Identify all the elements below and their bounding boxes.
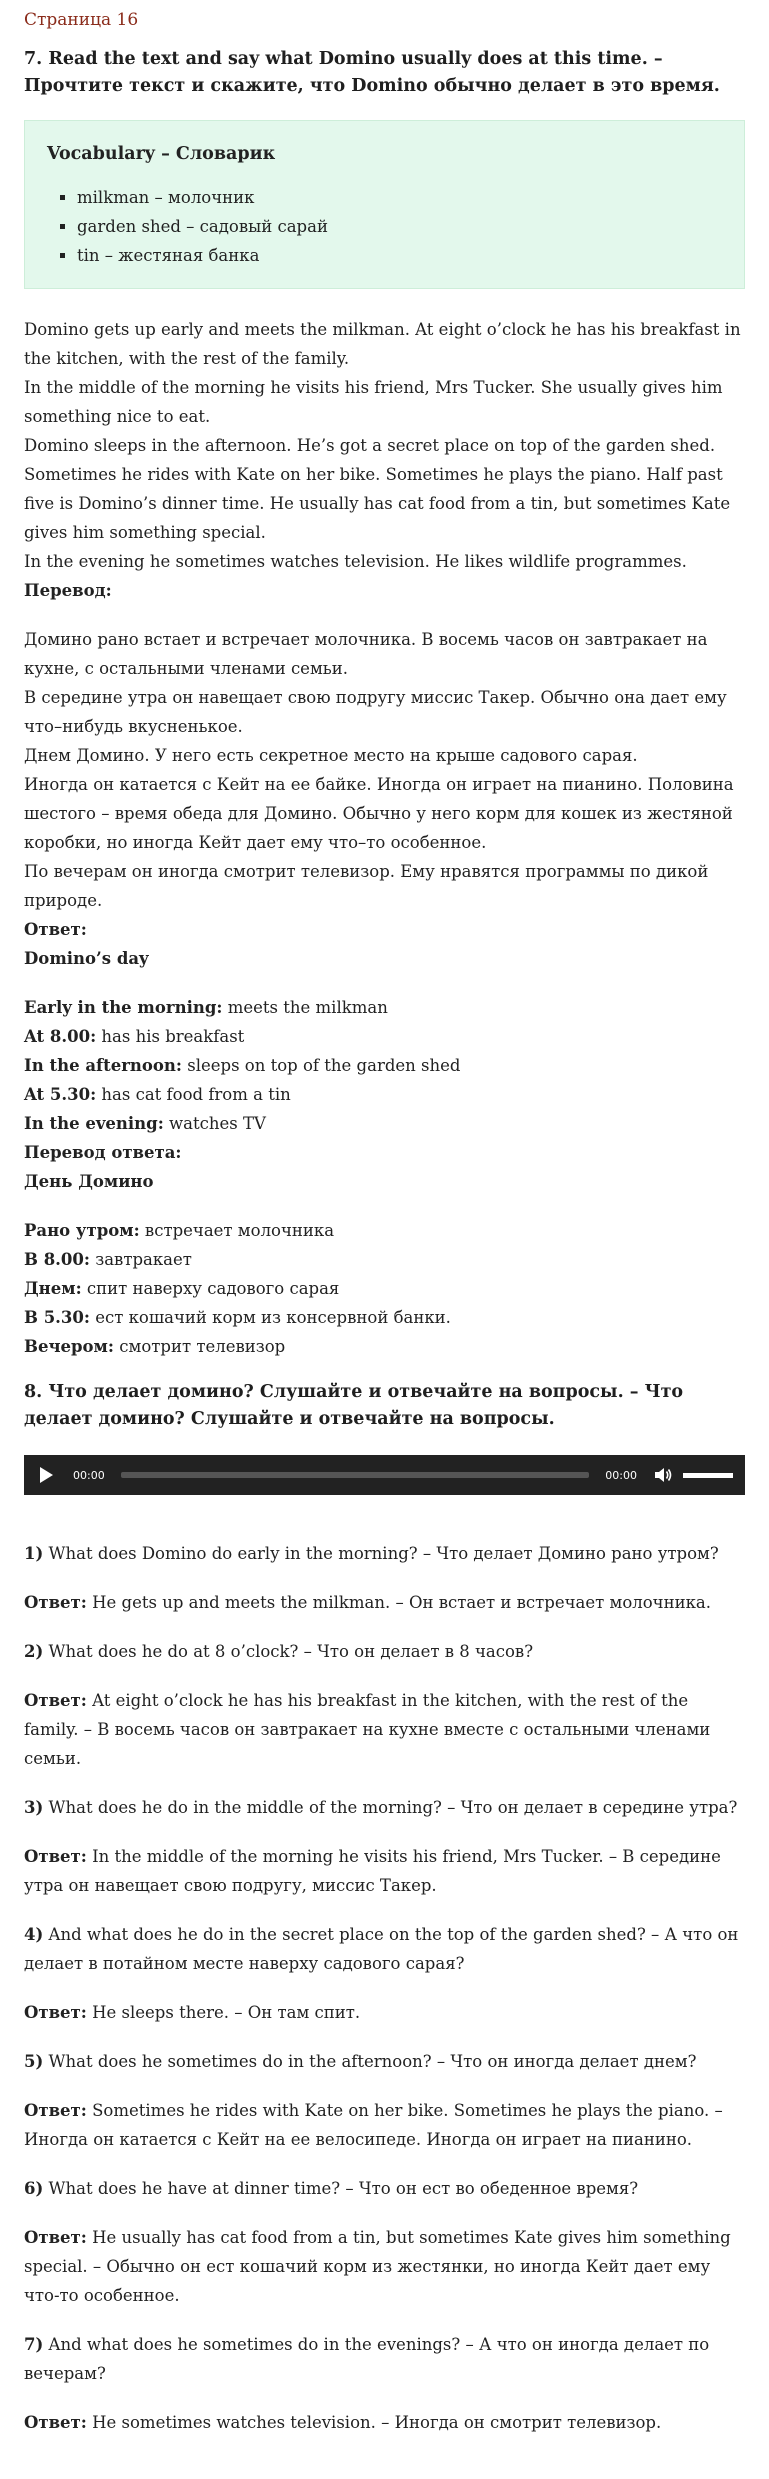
answer-text: He usually has cat food from a tin, but sometimes Kate gives him something special. – Обычно он ест кошачий корм из жестянки, но иногда Кейт дает ему что-то особенное.	[24, 2228, 731, 2305]
answer-text: In the middle of the morning he visits his friend, Mrs Tucker. – В середине утра он навещает свою подругу, миссис Такер.	[24, 1847, 721, 1895]
answer-row-text: has cat food from a tin	[96, 1085, 291, 1104]
translation-label: Перевод:	[24, 581, 112, 600]
answer	[24, 2096, 745, 2154]
answer	[24, 1686, 745, 1773]
question	[24, 2047, 745, 2076]
questions-answers	[24, 1539, 745, 2437]
answer-row-label: Вечером:	[24, 1337, 114, 1356]
answer-row-text: meets the milkman	[222, 998, 388, 1017]
question-number: 5)	[24, 2052, 44, 2071]
answer-row	[24, 1022, 745, 1051]
answer-row	[24, 1109, 745, 1138]
vocabulary-title: Vocabulary – Словарик	[47, 144, 276, 164]
answer-row-label: At 8.00:	[24, 1027, 97, 1046]
question-text: And what does he do in the secret place on the top of the garden shed? – А что он делает в потайном месте наверху садового сарая?	[24, 1925, 739, 1973]
answer-row-label: Early in the morning:	[24, 998, 223, 1017]
answer-row-text: смотрит телевизор	[114, 1337, 286, 1356]
vocabulary-item: ▪ milkman – молочник	[77, 183, 722, 212]
answer-row-text: встречает молочника	[139, 1221, 335, 1240]
answer-row	[24, 1303, 745, 1332]
answer-row-label: Днем:	[24, 1279, 82, 1298]
answer-row-label: В 5.30:	[24, 1308, 90, 1327]
answer-row-text: спит наверху садового сарая	[81, 1279, 340, 1298]
answer-text: Sometimes he rides with Kate on her bike. Sometimes he plays the piano. – Иногда он катается с Кейт на ее велосипеде. Иногда он играет на пианино.	[24, 2101, 723, 2149]
volume-slider[interactable]	[683, 1473, 733, 1478]
answer-row-label: Рано утром:	[24, 1221, 140, 1240]
answer-list	[24, 993, 745, 1138]
answer-ru-title: День Домино	[24, 1172, 154, 1191]
answer-text: He gets up and meets the milkman. – Он встает и встречает молочника.	[86, 1593, 711, 1612]
answer-row-text: has his breakfast	[96, 1027, 245, 1046]
vocabulary-item: ▪ tin – жестяная банка	[77, 241, 722, 270]
answer-label: Ответ:	[24, 1593, 87, 1612]
question	[24, 1637, 745, 1666]
question-text: What does he have at dinner time? – Что он ест во обеденное время?	[43, 2179, 639, 2198]
answer-row	[24, 1080, 745, 1109]
question-number: 3)	[24, 1798, 44, 1817]
question-text: What does Domino do early in the morning? – Что делает Домино рано утром?	[43, 1544, 719, 1563]
answer	[24, 1588, 745, 1617]
answer-row-text: ест кошачий корм из консервной банки.	[89, 1308, 451, 1327]
qa-item	[24, 2330, 745, 2437]
text-paragraph: Днем Домино. У него есть секретное место на крыше садового сарая.	[24, 746, 638, 765]
question-number: 4)	[24, 1925, 44, 1944]
question-number: 6)	[24, 2179, 44, 2198]
qa-item	[24, 1793, 745, 1900]
text-paragraph: Domino gets up early and meets the milkman. At eight o’clock he has his breakfast in the kitchen, with the rest of the family.	[24, 320, 741, 368]
answer-row-label: В 8.00:	[24, 1250, 90, 1269]
qa-item	[24, 1637, 745, 1773]
answer-row-label: At 5.30:	[24, 1085, 97, 1104]
answer-row	[24, 1274, 745, 1303]
english-text	[24, 315, 745, 576]
vocabulary-list	[47, 183, 722, 270]
question	[24, 1920, 745, 1978]
answer-row	[24, 1332, 745, 1361]
answer-text: He sometimes watches television. – Иногда он смотрит телевизор.	[86, 2413, 662, 2432]
question-text: What does he do at 8 o’clock? – Что он делает в 8 часов?	[43, 1642, 534, 1661]
qa-item	[24, 1539, 745, 1617]
task-7-heading: 7. Read the text and say what Domino usually does at this time. – Прочтите текст и скажите, что Domino обычно делает в это время.	[24, 49, 720, 96]
answer-row-text: watches TV	[163, 1114, 266, 1133]
progress-track[interactable]	[121, 1472, 590, 1478]
current-time: 00:00	[73, 1468, 105, 1482]
answer-label: Ответ:	[24, 1691, 87, 1710]
answer-row-label: In the evening:	[24, 1114, 164, 1133]
question	[24, 1793, 745, 1822]
volume-icon-svg	[653, 1466, 673, 1484]
answer-label: Ответ:	[24, 2228, 87, 2247]
volume-icon[interactable]	[653, 1466, 673, 1484]
vocabulary-item: ▪ garden shed – садовый сарай	[77, 212, 722, 241]
answer-row	[24, 1245, 745, 1274]
answer-translation-label: Перевод ответа:	[24, 1143, 182, 1162]
question-number: 1)	[24, 1544, 44, 1563]
answer-title: Domino’s day	[24, 949, 149, 968]
page-number-link[interactable]: Страница 16	[24, 10, 139, 30]
answer-row	[24, 1051, 745, 1080]
content	[24, 0, 745, 2437]
question-text: What does he do in the middle of the morning? – Что он делает в середине утра?	[43, 1798, 738, 1817]
question	[24, 2174, 745, 2203]
question-number: 7)	[24, 2335, 44, 2354]
question-text: What does he sometimes do in the afternoon? – Что он иногда делает днем?	[43, 2052, 697, 2071]
answer-text: At eight o’clock he has his breakfast in the kitchen, with the rest of the family. – В восемь часов он завтракает на кухне вместе с остальными членами семьи.	[24, 1691, 711, 1768]
qa-item	[24, 2047, 745, 2154]
answer	[24, 1998, 745, 2027]
answer-label: Ответ:	[24, 2413, 87, 2432]
text-paragraph: Домино рано встает и встречает молочника. В восемь часов он завтракает на кухне, с остальными членами семьи.	[24, 630, 708, 678]
question-text: And what does he sometimes do in the evenings? – А что он иногда делает по вечерам?	[24, 2335, 710, 2383]
answer	[24, 2408, 745, 2437]
text-paragraph: По вечерам он иногда смотрит телевизор. Ему нравятся программы по дикой природе.	[24, 862, 709, 910]
play-icon[interactable]	[40, 1467, 53, 1483]
qa-item	[24, 2174, 745, 2310]
question-number: 2)	[24, 1642, 44, 1661]
audio-player	[24, 1455, 745, 1495]
answer-row-label: In the afternoon:	[24, 1056, 183, 1075]
text-paragraph: Иногда он катается с Кейт на ее байке. Иногда он играет на пианино. Половина шестого – время обеда для Домино. Обычно у него корм для кошек из жестяной коробки, но иногда Кейт дает ему что–то особенное.	[24, 775, 734, 852]
answer-row-text: завтракает	[89, 1250, 192, 1269]
text-paragraph: В середине утра он навещает свою подругу миссис Такер. Обычно она дает ему что–нибудь вкусненькое.	[24, 688, 727, 736]
question	[24, 2330, 745, 2388]
text-paragraph: In the middle of the morning he visits his friend, Mrs Tucker. She usually gives him something nice to eat.	[24, 378, 723, 426]
answer-text: He sleeps there. – Он там спит.	[86, 2003, 361, 2022]
answer-label: Ответ:	[24, 920, 87, 939]
russian-text	[24, 625, 745, 915]
answer	[24, 1842, 745, 1900]
vocabulary-box	[24, 120, 745, 289]
duration-time: 00:00	[605, 1468, 637, 1482]
answer-label: Ответ:	[24, 1847, 87, 1866]
text-paragraph: Domino sleeps in the afternoon. He’s got a secret place on top of the garden shed. Sometimes he rides with Kate on her bike. Sometimes he plays the piano. Half past five is Domino’s dinner time. He usually has cat food from a tin, but sometimes Kate gives him something special.	[24, 436, 731, 542]
answer	[24, 2223, 745, 2310]
answer-row	[24, 993, 745, 1022]
answer-ru-list	[24, 1216, 745, 1361]
task-8-heading: 8. Что делает домино? Слушайте и отвечайте на вопросы. – Что делает домино? Слушайте и отвечайте на вопросы.	[24, 1382, 684, 1429]
qa-item	[24, 1920, 745, 2027]
answer-row	[24, 1216, 745, 1245]
text-paragraph: In the evening he sometimes watches television. He likes wildlife programmes.	[24, 552, 687, 571]
answer-label: Ответ:	[24, 2101, 87, 2120]
answer-row-text: sleeps on top of the garden shed	[182, 1056, 461, 1075]
answer-label: Ответ:	[24, 2003, 87, 2022]
question	[24, 1539, 745, 1568]
